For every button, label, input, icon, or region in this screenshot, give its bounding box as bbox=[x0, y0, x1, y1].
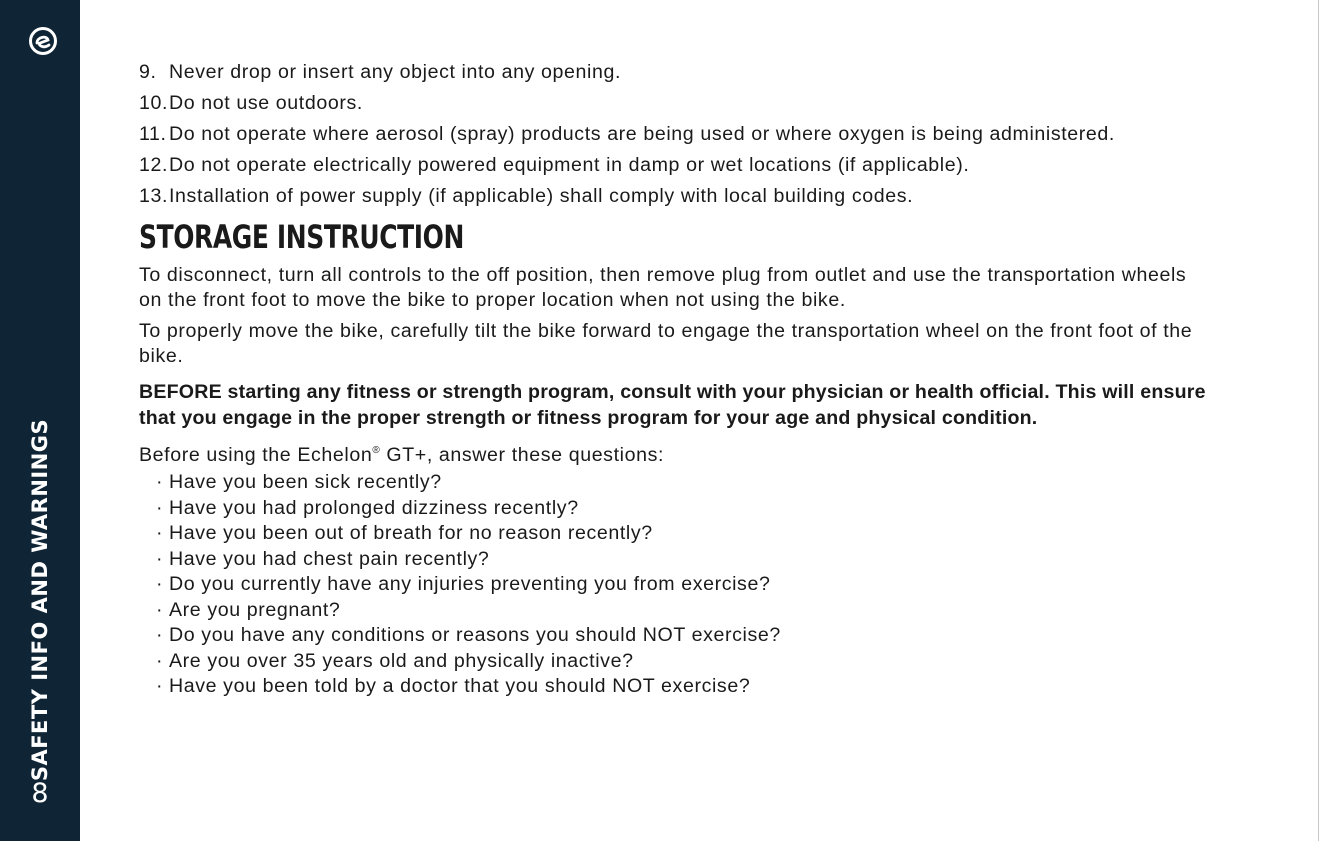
question-text: Have you been out of breath for no reason recently? bbox=[169, 522, 653, 544]
question-text: Have you been told by a doctor that you should NOT exercise? bbox=[169, 675, 751, 697]
question-item bbox=[156, 649, 1219, 675]
page-number: 8 bbox=[31, 778, 49, 809]
list-item-number: 13. bbox=[139, 185, 169, 207]
page-edge-rule bbox=[1318, 0, 1319, 841]
bullet-icon: · bbox=[156, 573, 164, 595]
sidebar bbox=[0, 0, 80, 841]
page-content bbox=[139, 60, 1219, 700]
section-title: SAFETY INFO AND WARNINGS bbox=[28, 418, 52, 782]
list-item-number: 11. bbox=[139, 123, 167, 145]
list-item-number: 9. bbox=[139, 61, 157, 83]
question-item bbox=[156, 598, 1219, 624]
safety-numbered-list bbox=[139, 60, 1219, 209]
question-item bbox=[156, 547, 1219, 573]
bullet-icon: · bbox=[156, 675, 164, 697]
list-item-text: Do not operate electrically powered equipment in damp or wet locations (if applicable). bbox=[169, 154, 970, 176]
questions-intro bbox=[139, 443, 1219, 468]
list-item bbox=[139, 91, 1219, 116]
registered-mark: ® bbox=[372, 445, 381, 456]
bullet-icon: · bbox=[156, 649, 164, 672]
bullet-icon: · bbox=[156, 547, 164, 570]
question-item bbox=[156, 521, 1219, 547]
bullet-icon: · bbox=[156, 496, 164, 519]
echelon-logo-icon bbox=[28, 26, 58, 56]
bullet-icon: · bbox=[156, 471, 164, 493]
storage-paragraph: To properly move the bike, carefully tilt the bike forward to engage the transportation wheel on the front foot of the bike. bbox=[139, 320, 1193, 367]
bullet-icon: · bbox=[156, 598, 164, 621]
bullet-icon: · bbox=[156, 522, 164, 544]
question-text: Are you pregnant? bbox=[169, 598, 341, 621]
list-item bbox=[139, 184, 1219, 209]
question-item bbox=[156, 674, 1219, 700]
question-text: Are you over 35 years old and physically inactive? bbox=[169, 649, 634, 672]
list-item-text: Installation of power supply (if applicable) shall comply with local building codes. bbox=[169, 185, 914, 207]
list-item bbox=[139, 153, 1219, 178]
list-item-text: Do not operate where aerosol (spray) products are being used or where oxygen is being administered. bbox=[169, 123, 1115, 145]
bullet-icon: · bbox=[156, 624, 164, 646]
physician-warning: BEFORE starting any fitness or strength program, consult with your physician or health official. This will ensure that you engage in the proper strength or fitness program for your age and physical condition. bbox=[139, 381, 1206, 429]
question-item bbox=[156, 572, 1219, 598]
question-item bbox=[156, 623, 1219, 649]
list-item bbox=[139, 60, 1219, 85]
questions-intro-text: Before using the Echelon bbox=[139, 444, 373, 466]
health-questions-list bbox=[139, 470, 1219, 700]
storage-heading: STORAGE INSTRUCTION bbox=[139, 218, 464, 256]
list-item-number: 12. bbox=[139, 154, 169, 176]
question-item bbox=[156, 496, 1219, 522]
storage-paragraph: To disconnect, turn all controls to the off position, then remove plug from outlet and use the transportation wheels on the front foot to move the bike to proper location when not using the bike. bbox=[139, 264, 1187, 311]
list-item-text: Do not use outdoors. bbox=[169, 92, 363, 114]
question-text: Do you currently have any injuries preventing you from exercise? bbox=[169, 573, 771, 595]
list-item bbox=[139, 122, 1169, 147]
question-item bbox=[156, 470, 1219, 496]
question-text: Have you been sick recently? bbox=[169, 471, 442, 493]
list-item-text: Never drop or insert any object into any opening. bbox=[169, 61, 622, 83]
questions-intro-text-end: GT+, answer these questions: bbox=[380, 444, 665, 466]
question-text: Have you had chest pain recently? bbox=[169, 547, 490, 570]
question-text: Do you have any conditions or reasons you should NOT exercise? bbox=[169, 624, 781, 646]
question-text: Have you had prolonged dizziness recently? bbox=[169, 496, 579, 519]
list-item-number: 10. bbox=[139, 92, 169, 114]
